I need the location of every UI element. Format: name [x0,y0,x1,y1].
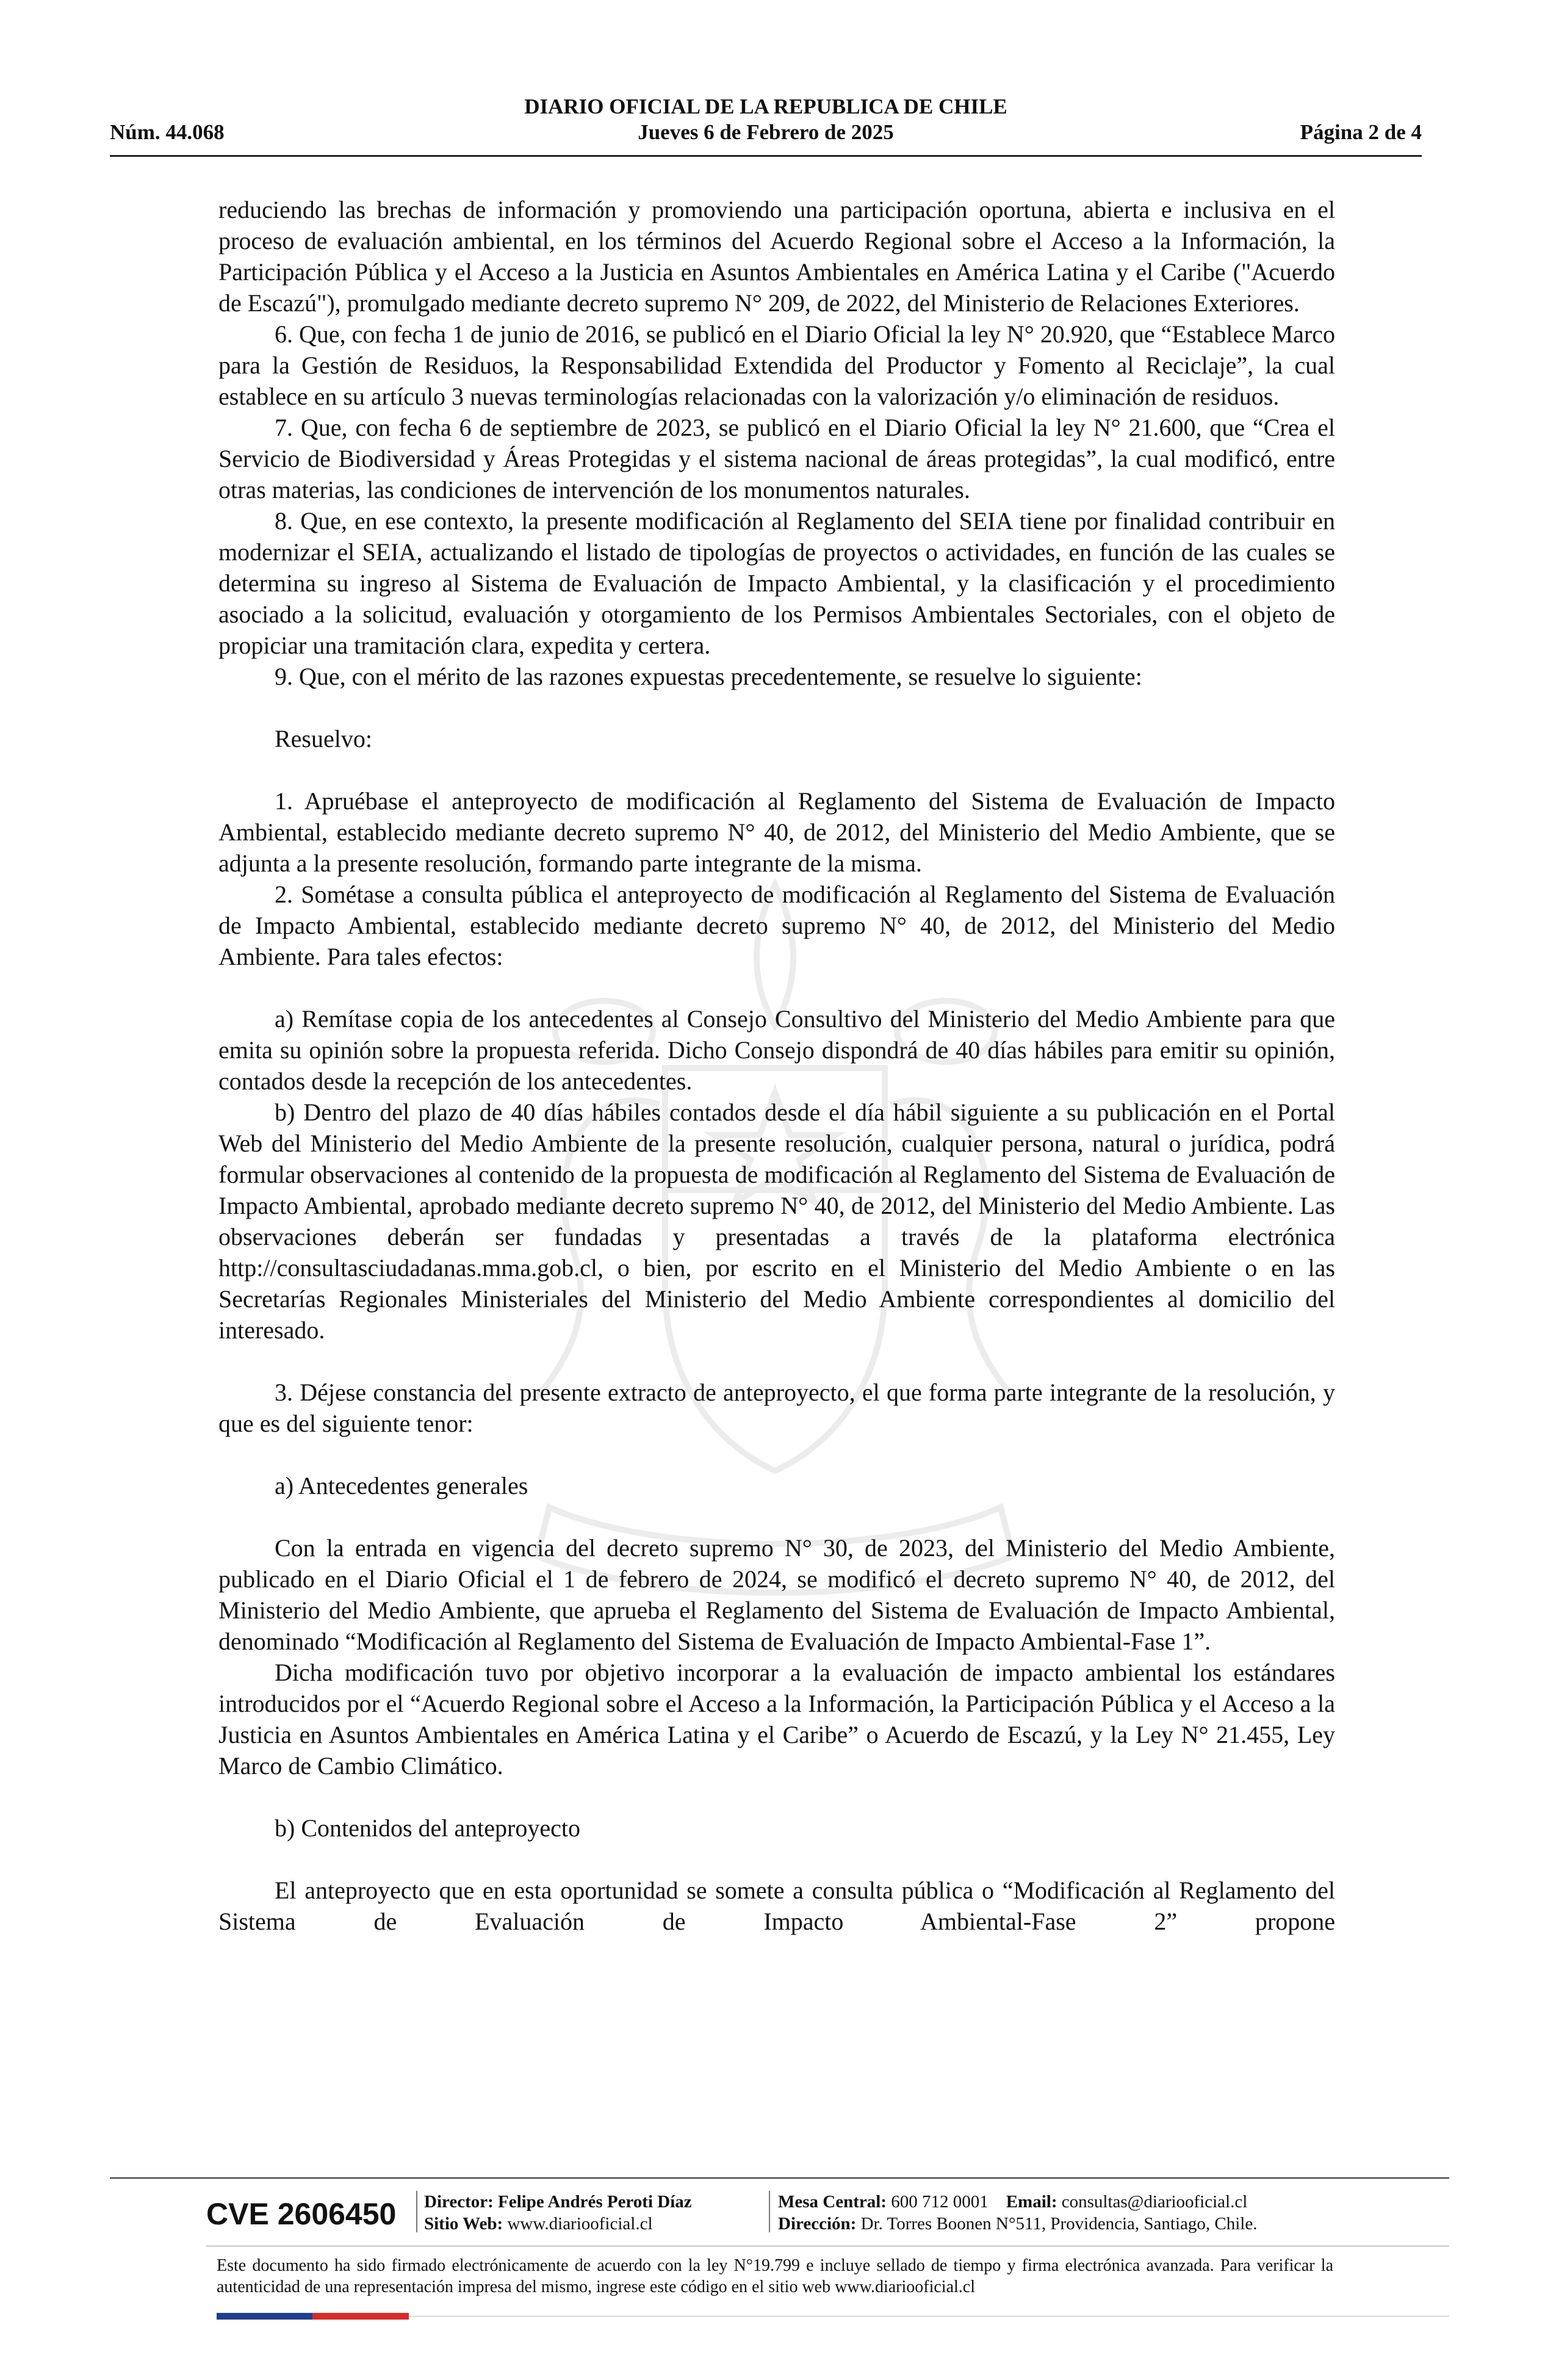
paragraph-considerando-7: 7. Que, con fecha 6 de septiembre de 2023, se publicó en el Diario Oficial la ley N° 21.600, que “Crea el Servicio de Biodiversidad y Áreas Protegidas y el sistema nacional de áreas protegidas”, la cual modificó, entre otras materias, las condiciones de intervención de los monumentos naturales. [218,414,1335,503]
flag-color-bar [217,2313,409,2320]
footer-divider-top [110,2177,1449,2179]
document-body [218,194,1335,1937]
paragraph-considerando-6: 6. Que, con fecha 1 de junio de 2016, se publicó en el Diario Oficial la ley N° 20.920, que “Establece Marco para la Gestión de Residuos, la Responsabilidad Extendida del Productor y Fomento al Reciclaje”, la cual establece en su artículo 3 nuevas terminologías relacionadas con la valorización y/o eliminación de residuos. [218,320,1335,410]
header-divider [110,155,1422,157]
cve-code: CVE 2606450 [206,2197,397,2231]
mesa-label: Mesa Central: [778,2192,887,2212]
paragraph-antecedentes-1: Con la entrada en vigencia del decreto supremo N° 30, de 2023, del Ministerio del Medio Ambiente, publicado en el Diario Oficial el 1 de febrero de 2024, se modificó el decreto supremo N° 40, de 2012, del Ministerio del Medio Ambiente, que aprueba el Reglamento del Sistema de Evaluación de Impacto Ambiental, denominado “Modificación al Reglamento del Sistema de Evaluación de Impacto Ambiental-Fase 1”. [218,1534,1335,1655]
mesa-phone: 600 712 0001 [891,2192,989,2212]
header-info-row [110,120,1422,147]
paragraph-continuation: reduciendo las brechas de información y promoviendo una participación oportuna, abierta e inclusiva en el proceso de evaluación ambiental, en los términos del Acuerdo Regional sobre el Acceso a la Información, la Participación Pública y el Acceso a la Justicia en Asuntos Ambientales en América Latina y el Caribe ("Acuerdo de Escazú"), promulgado mediante decreto supremo N° 209, de 2022, del Ministerio de Relaciones Exteriores. [218,196,1335,317]
issue-number: Núm. 44.068 [110,120,225,144]
site-link[interactable]: www.diariooficial.cl [507,2214,653,2234]
paragraph-contenidos-1: El anteproyecto que en esta oportunidad se somete a consulta pública o “Modificación al Reglamento del Sistema de Evaluación de Impacto Ambiental-Fase 2” propone [218,1877,1335,1935]
director-label: Director: [424,2192,494,2212]
email-label: Email: [1006,2192,1057,2212]
paragraph-resolution-3: 3. Déjese constancia del presente extracto de anteproyecto, el que forma parte integrante de la resolución, y que es del siguiente tenor: [218,1379,1335,1437]
address-value: Dr. Torres Boonen N°511, Providencia, Santiago, Chile. [860,2214,1258,2234]
resuelvo-heading: Resuelvo: [275,725,372,752]
paragraph-antecedentes-2: Dicha modificación tuvo por objetivo incorporar a la evaluación de impacto ambiental los estándares introducidos por el “Acuerdo Regional sobre el Acceso a la Información, la Participación Pública y el Acceso a la Justicia en Asuntos Ambientales en América Latina y el Caribe” o Acuerdo de Escazú, y la Ley N° 21.455, Ley Marco de Cambio Climático. [218,1659,1335,1780]
footer-bottom-line [409,2316,1449,2317]
paragraph-resolution-2: 2. Sométase a consulta pública el anteproyecto de modificación al Reglamento del Sistema de Evaluación de Impacto Ambiental, establecido mediante decreto supremo N° 40, de 2012, del Ministerio del Medio Ambiente. Para tales efectos: [218,881,1335,970]
footer-director-column [424,2191,692,2235]
flag-red-segment [312,2313,409,2320]
footer-separator [769,2191,770,2232]
director-name: Felipe Andrés Peroti Díaz [498,2192,692,2212]
footer-contact-column [778,2191,1257,2235]
email-link[interactable]: consultas@diariooficial.cl [1061,2192,1248,2212]
newspaper-title: DIARIO OFICIAL DE LA REPUBLICA DE CHILE [524,95,1007,118]
paragraph-considerando-8: 8. Que, en ese contexto, la presente modificación al Reglamento del SEIA tiene por finalidad contribuir en modernizar el SEIA, actualizando el listado de tipologías de proyectos o actividades, en función de las cuales se determina su ingreso al Sistema de Evaluación de Impacto Ambiental, y la clasificación y el procedimiento asociado a la solicitud, evaluación y otorgamiento de los Permisos Ambientales Sectoriales, con el objeto de propiciar una tramitación clara, expedita y certera. [218,507,1335,659]
cve-box [206,2190,414,2238]
subheading-antecedentes: a) Antecedentes generales [275,1472,528,1499]
paragraph-considerando-9: 9. Que, con el mérito de las razones expuestas precedentemente, se resuelve lo siguiente: [275,663,1142,690]
site-label: Sitio Web: [424,2214,503,2234]
page-indicator: Página 2 de 4 [1300,120,1422,144]
paragraph-item-b: b) Dentro del plazo de 40 días hábiles contados desde el día hábil siguiente a su publicación en el Portal Web del Ministerio del Medio Ambiente de la presente resolución, cualquier persona, natural o jurídica, podrá formular observaciones al contenido de la propuesta de modificación al Reglamento del Sistema de Evaluación de Impacto Ambiental, aprobado mediante decreto supremo N° 40, de 2012, del Ministerio del Medio Ambiente. Las observaciones deberán ser fundadas y presentadas a través de la plataforma electrónica http://consultasciudadanas.mma.gob.cl, o bien, por escrito en el Ministerio del Medio Ambiente o en las Secretarías Regionales Ministeriales del Ministerio del Medio Ambiente correspondientes al domicilio del interesado. [218,1098,1335,1344]
issue-date: Jueves 6 de Febrero de 2025 [638,120,894,144]
footer-separator [416,2191,417,2232]
flag-blue-segment [217,2313,312,2320]
footer-legal-note: Este documento ha sido firmado electrónicamente de acuerdo con la ley N°19.799 e incluye sellado de tiempo y firma electrónica avanzada. Para verificar la autenticidad de una representación impresa del mismo, ingrese este código en el sitio web www.diariooficial.cl [217,2256,1333,2296]
subheading-contenidos: b) Contenidos del anteproyecto [275,1814,580,1842]
paragraph-resolution-1: 1. Apruébase el anteproyecto de modificación al Reglamento del Sistema de Evaluación de Impacto Ambiental, establecido mediante decreto supremo N° 40, de 2012, del Ministerio del Medio Ambiente, que se adjunta a la presente resolución, formando parte integrante de la misma. [218,787,1335,877]
paragraph-item-a: a) Remítase copia de los antecedentes al Consejo Consultivo del Ministerio del Medio Ambiente para que emita su opinión sobre la propuesta referida. Dicho Consejo dispondrá de 40 días hábiles para emitir su opinión, contados desde la recepción de los antecedentes. [218,1005,1335,1095]
address-label: Dirección: [778,2214,857,2234]
